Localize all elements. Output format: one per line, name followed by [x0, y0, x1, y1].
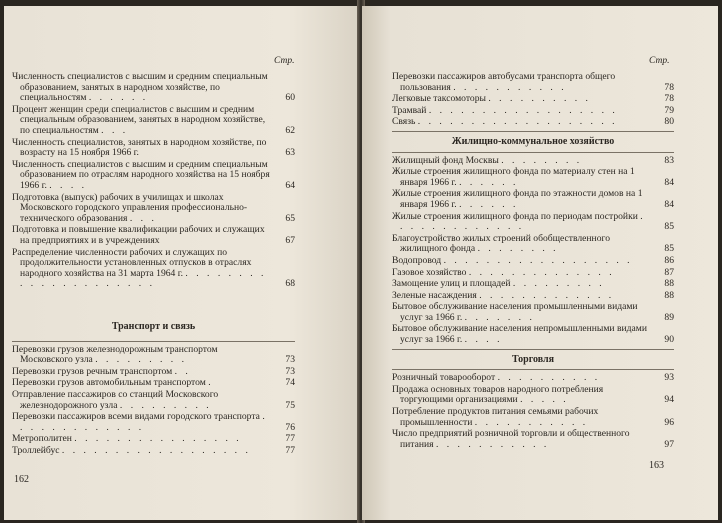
toc-list-transport	[12, 345, 295, 457]
section-rule	[392, 131, 674, 132]
toc-page-number: 79	[664, 104, 674, 116]
toc-page-number: 65	[285, 212, 295, 224]
toc-leader-dots: . . . . . . . . . . . . .	[400, 210, 646, 233]
section-rule	[392, 349, 674, 350]
toc-entry-title: Отправление пассажиров со станций Московского железнодорожного узла	[12, 388, 219, 411]
toc-entry	[392, 429, 674, 450]
toc-entry-title: Число предприятий розничной торговли и общественного питания	[392, 428, 630, 450]
toc-page-number: 93	[664, 372, 674, 384]
toc-page-number: 77	[285, 433, 295, 445]
toc-entry	[12, 225, 295, 246]
page-number: 162	[14, 474, 29, 485]
toc-leader-dots: . .	[174, 365, 191, 377]
toc-page-number: 75	[285, 399, 295, 411]
toc-entry	[392, 106, 674, 117]
toc-entry	[392, 117, 674, 128]
toc-entry-title: Бытовое обслуживание населения непромышленными видами услуг за 1966 г.	[392, 323, 647, 346]
toc-entry-title: Зеленые насаждения	[392, 289, 477, 301]
toc-page-number: 87	[664, 266, 674, 278]
toc-entry-title: Распределение численности рабочих и служащих по продолжительности установленных отпусков в отраслях народного хозяйства на 31 марта 1964 г.	[12, 246, 252, 279]
toc-leader-dots: . . . . . . . . . . .	[453, 81, 567, 93]
toc-entry-title: Бытовое обслуживание населения промышленными видами услуг за 1966 г.	[392, 301, 638, 323]
toc-entry	[12, 160, 295, 192]
toc-entry	[392, 373, 674, 384]
toc-leader-dots: . . . . . . . . . . . . . . . . . . .	[417, 116, 618, 128]
toc-leader-dots: . . . . . . . .	[501, 154, 583, 166]
section-title-housing: Жилищно-коммунальное хозяйство	[451, 135, 615, 147]
toc-entry	[392, 156, 674, 167]
toc-entry-title: Перевозки пассажиров всеми видами городского транспорта	[12, 411, 260, 423]
toc-leader-dots: . . . . . . . . . . . . . . . . . . . . .	[20, 267, 267, 290]
page-column-label: Стр.	[649, 56, 670, 66]
toc-entry	[392, 94, 674, 105]
toc-leader-dots: . . . . . . . . . . . . .	[20, 411, 268, 433]
toc-entry	[12, 105, 295, 137]
toc-entry	[392, 256, 674, 267]
toc-leader-dots: . . . . . . . . . . . . . . . . . .	[61, 444, 251, 456]
toc-leader-dots: . . . .	[49, 179, 88, 191]
toc-entry-title: Легковые таксомоторы	[392, 93, 486, 105]
toc-leader-dots: . . . . . . .	[464, 311, 535, 323]
toc-leader-dots: .	[208, 377, 214, 389]
toc-page-number: 89	[664, 311, 674, 323]
toc-entry	[12, 138, 295, 159]
left-page	[4, 6, 360, 520]
toc-page-number: 96	[664, 416, 674, 428]
section-title-trade: Торговля	[511, 353, 555, 365]
toc-entry-title: Перевозки грузов автомобильным транспортом	[12, 377, 206, 389]
page-number: 163	[649, 460, 664, 471]
toc-entry-title: Подготовка и повышение квалификации рабочих и служащих на предприятиях и в учреждениях	[12, 224, 265, 246]
toc-leader-dots: . . . . . . . . .	[95, 354, 187, 366]
toc-leader-dots: . . . . . .	[459, 176, 519, 188]
toc-entry	[12, 412, 295, 433]
toc-leader-dots: . . . . . . . . . . . . . .	[468, 266, 615, 278]
toc-entry-title: Жилищный фонд Москвы	[392, 154, 499, 166]
toc-page-number: 90	[664, 334, 674, 346]
toc-entry-title: Метрополитен	[12, 433, 72, 445]
section-rule	[12, 341, 295, 342]
toc-leader-dots: . . . . . . . . . . . . . . . .	[74, 433, 242, 445]
toc-leader-dots: . . . . . . . . . .	[497, 372, 601, 384]
toc-page-number: 88	[664, 278, 674, 290]
toc-page-number: 78	[664, 81, 674, 93]
toc-entry-title: Продажа основных товаров народного потребления торгующими организациями	[392, 383, 604, 406]
toc-list-top	[12, 72, 295, 291]
right-page	[362, 6, 718, 520]
toc-entry-title: Перевозки грузов железнодорожным транспортом Московского узла	[12, 343, 218, 366]
toc-leader-dots: . . . . . .	[88, 92, 149, 104]
toc-leader-dots: . . . . . . . .	[477, 243, 559, 255]
toc-page-number: 85	[664, 221, 674, 233]
section-rule	[392, 152, 674, 153]
toc-entry-title: Благоустройство жилых строений обобществленного жилищного фонда	[392, 232, 610, 255]
toc-entry-title: Розничный товарооборот	[392, 372, 496, 384]
toc-entry-title: Замощение улиц и площадей	[392, 278, 511, 290]
toc-entry-title: Газовое хозяйство	[392, 266, 467, 278]
toc-leader-dots: . . . . .	[520, 394, 569, 406]
toc-section	[12, 314, 295, 458]
toc-page-number: 94	[664, 394, 674, 406]
toc-entry-title: Трамвай	[392, 104, 427, 116]
toc-page-number: 62	[285, 124, 295, 136]
toc-entry-title: Связь	[392, 116, 416, 128]
toc-leader-dots: . . .	[101, 124, 129, 136]
toc-page-number: 77	[285, 444, 295, 456]
toc-page-number: 76	[285, 421, 295, 433]
toc-page-number: 74	[285, 377, 295, 389]
toc-entry	[392, 234, 674, 255]
toc-page-number: 84	[664, 198, 674, 210]
toc-page-number: 60	[285, 92, 295, 104]
toc-entry-title: Перевозки грузов речным транспортом	[12, 365, 173, 377]
toc-list-trade	[392, 373, 674, 450]
toc-list-top	[392, 72, 674, 128]
toc-entry	[12, 72, 295, 104]
toc-leader-dots: . . . .	[464, 334, 503, 346]
toc-entry-title: Жилые строения жилищного фонда по периодам постройки	[392, 210, 638, 222]
toc-entry	[12, 446, 295, 457]
section-rule	[392, 369, 674, 370]
toc-leader-dots: . . . . . . . . . . . . . . . . . .	[428, 104, 618, 116]
toc-page-number: 84	[664, 176, 674, 188]
toc-leader-dots: . . . . . .	[459, 198, 519, 210]
toc-entry	[392, 324, 674, 345]
toc-entry	[12, 345, 295, 366]
toc-page-number: 88	[664, 289, 674, 301]
toc-entry-title: Подготовка (выпуск) рабочих в училищах и школах Московского городского управления профессионально-технического образования	[12, 191, 248, 224]
toc-entry	[12, 367, 295, 378]
toc-entry	[392, 268, 674, 279]
toc-leader-dots: . . . . . . . . . . .	[474, 416, 589, 428]
toc-leader-dots: . . . . . . . . . . . . .	[479, 289, 615, 301]
toc-entry	[12, 193, 295, 225]
toc-entry	[392, 167, 674, 188]
toc-list-housing	[392, 156, 674, 346]
toc-entry	[392, 385, 674, 406]
toc-entry-title: Численность специалистов, занятых в народном хозяйстве, по возрасту на 15 ноября 1966 г.	[12, 136, 267, 159]
toc-leader-dots: . . . . . . . . .	[512, 278, 605, 290]
toc-leader-dots: . . . . . . . . . .	[488, 93, 591, 105]
toc-entry-title: Водопровод	[392, 254, 442, 266]
toc-leader-dots: . . .	[129, 212, 157, 224]
section-title-transport: Транспорт и связь	[111, 321, 196, 332]
toc-entry-title: Потребление продуктов питания семьями рабочих промышленности	[392, 406, 599, 428]
toc-entry	[12, 434, 295, 445]
toc-page-number: 78	[664, 93, 674, 105]
page-column-label: Стр.	[274, 56, 295, 66]
toc-page-number: 73	[285, 365, 295, 377]
toc-entry	[392, 212, 674, 233]
toc-entry	[12, 390, 295, 411]
toc-entry	[392, 291, 674, 302]
toc-leader-dots: . . . . . . . . . . . . . . . . . .	[443, 254, 633, 266]
toc-entry-title: Троллейбус	[12, 444, 60, 456]
toc-entry-title: Процент женщин среди специалистов с высшим и средним специальным образованием, занятых в народном хозяйстве, по специальностям	[12, 103, 266, 136]
toc-entry-title: Численность специалистов с высшим и средним специальным образованием, занятых в народном хозяйстве, по специальностям	[12, 71, 268, 104]
toc-entry	[392, 302, 674, 323]
toc-page-number: 67	[285, 234, 295, 246]
toc-entry-title: Жилые строения жилищного фонда по материалу стен на 1 января 1966 г.	[392, 166, 635, 188]
toc-entry-title: Численность специалистов с высшим и средним специальным образованием по отраслям народного хозяйства на 15 ноября 1966 г.	[12, 158, 270, 191]
toc-entry-title: Перевозки пассажиров автобусами транспорта общего пользования	[392, 71, 616, 93]
toc-entry	[392, 279, 674, 290]
toc-leader-dots: . . . . . . . . .	[119, 399, 212, 411]
toc-entry	[392, 407, 674, 428]
toc-entry	[12, 248, 295, 290]
toc-page-number: 97	[664, 438, 674, 450]
toc-leader-dots: . . . . . . . . . . .	[435, 438, 550, 450]
toc-page-number: 63	[285, 147, 295, 159]
toc-page-number: 80	[664, 116, 674, 128]
toc-entry	[12, 378, 295, 389]
toc-entry	[392, 72, 674, 93]
toc-page-number: 83	[664, 154, 674, 166]
toc-page-number: 68	[285, 278, 295, 290]
toc-page-number: 85	[664, 243, 674, 255]
toc-entry-title: Жилые строения жилищного фонда по этажности домов на 1 января 1966 г.	[392, 188, 643, 210]
toc-entry	[392, 189, 674, 210]
toc-page-number: 64	[285, 179, 295, 191]
toc-page-number: 86	[664, 254, 674, 266]
toc-right	[392, 72, 674, 451]
toc-page-number: 73	[285, 354, 295, 366]
